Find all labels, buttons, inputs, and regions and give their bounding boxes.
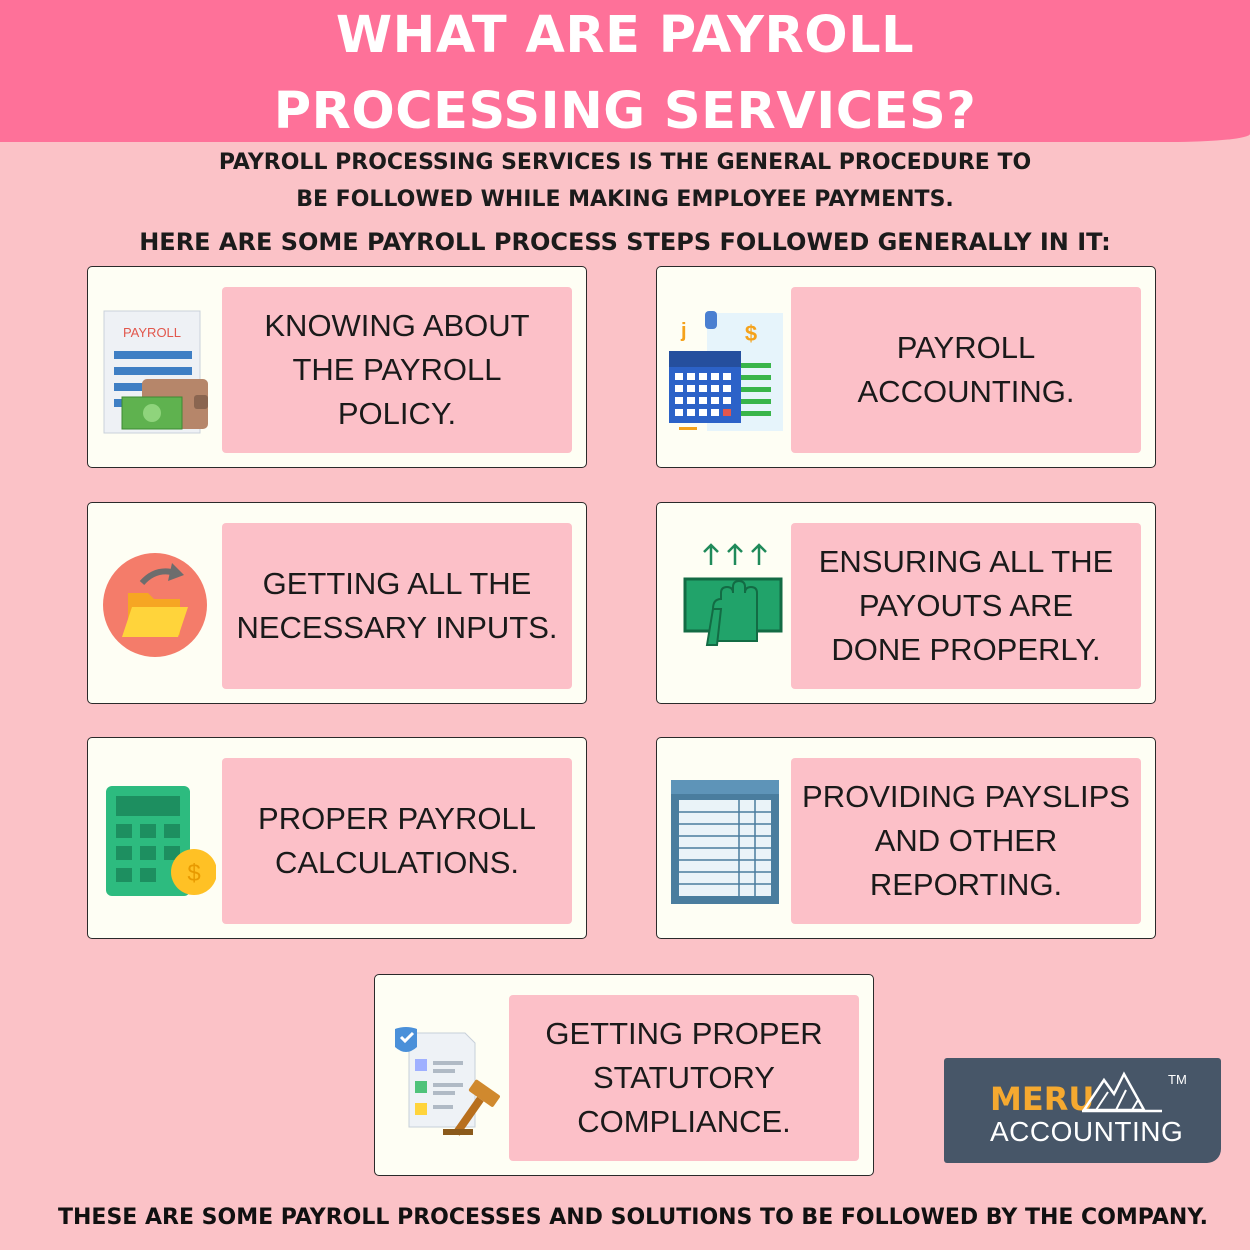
intro-line-2: BE FOLLOWED WHILE MAKING EMPLOYEE PAYMENTS.: [296, 187, 954, 212]
intro-line-1: PAYROLL PROCESSING SERVICES IS THE GENERAL PROCEDURE TO: [218, 150, 1032, 175]
step-label-box: [791, 758, 1141, 924]
step-label-box: [791, 523, 1141, 689]
folder-arrow-icon: [98, 533, 216, 673]
step-label: PROVIDING PAYSLIPS AND OTHER REPORTING.: [802, 779, 1130, 902]
checklist-gavel-icon: [385, 1005, 503, 1145]
hand-cash-icon: [667, 533, 785, 673]
dollar-icon-text: $: [744, 321, 758, 346]
coin-dollar-text: $: [187, 860, 201, 887]
step-label-box: [791, 287, 1141, 453]
page-title-line-2: PROCESSING SERVICES?: [273, 82, 977, 141]
payroll-icon-text: PAYROLL: [122, 325, 182, 340]
mountain-icon: [1082, 1070, 1162, 1114]
payroll-document-wallet-icon: [98, 297, 216, 437]
step-label-box: [509, 995, 859, 1161]
trademark-mark: TM: [1168, 1072, 1187, 1087]
footer-note: THESE ARE SOME PAYROLL PROCESSES AND SOLUTIONS TO BE FOLLOWED BY THE COMPANY.: [58, 1205, 1208, 1230]
logo-subtitle: ACCOUNTING: [990, 1116, 1184, 1147]
step-label: ENSURING ALL THE PAYOUTS ARE DONE PROPERLY.: [818, 544, 1114, 667]
spreadsheet-icon: [667, 768, 785, 908]
step-label: GETTING ALL THE NECESSARY INPUTS.: [236, 566, 558, 645]
step-label-box: [222, 523, 572, 689]
intro-line-3: HERE ARE SOME PAYROLL PROCESS STEPS FOLLOWED GENERALLY IN IT:: [139, 228, 1111, 256]
calendar-ledger-icon: [667, 297, 785, 437]
step-label: PROPER PAYROLL CALCULATIONS.: [258, 801, 536, 880]
step-label-box: [222, 758, 572, 924]
step-label: GETTING PROPER STATUTORY COMPLIANCE.: [545, 1016, 823, 1139]
step-card-compliance: [374, 974, 874, 1176]
step-card-inputs: [87, 502, 587, 704]
svg-text:j: j: [681, 320, 687, 342]
step-card-accounting: [656, 266, 1156, 468]
logo-brand: MERU: [990, 1080, 1095, 1118]
meru-accounting-logo: [944, 1058, 1221, 1163]
calculator-coin-icon: [98, 768, 216, 908]
step-label: KNOWING ABOUT THE PAYROLL POLICY.: [264, 308, 530, 431]
page-title-line-1: WHAT ARE PAYROLL: [335, 6, 915, 65]
step-card-payouts: [656, 502, 1156, 704]
step-card-reporting: [656, 737, 1156, 939]
step-card-calculations: [87, 737, 587, 939]
step-card-policy: [87, 266, 587, 468]
step-label-box: [222, 287, 572, 453]
step-label: PAYROLL ACCOUNTING.: [857, 330, 1075, 409]
